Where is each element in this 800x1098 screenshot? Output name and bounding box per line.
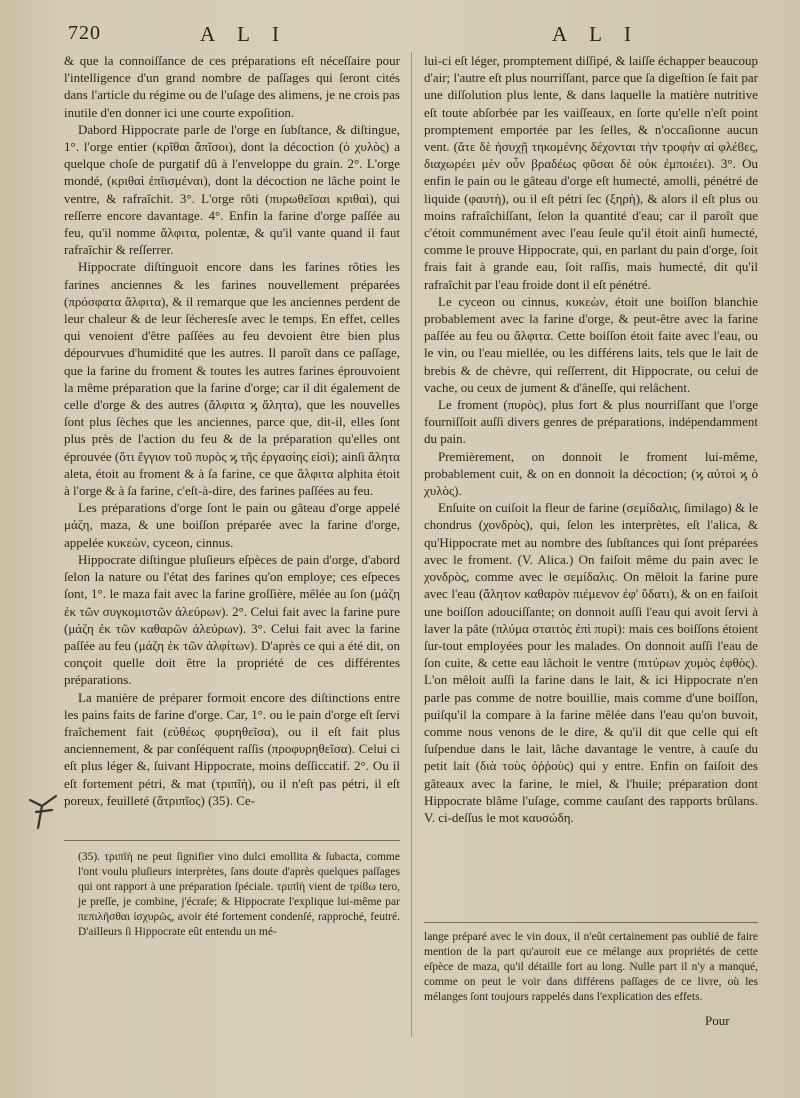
page-number: 720: [68, 22, 101, 44]
running-title-left: ALI: [200, 22, 301, 46]
footnote-rule-left: [64, 840, 400, 841]
column-divider: [411, 52, 412, 1037]
paragraph: Le froment (πυρὸς), plus fort & plus nourriſſant que l'orge fourniſſoit auſſi divers genres de préparations, indépendamment du pain.: [424, 397, 758, 447]
paragraph: Premièrement, on donnoit le froment lui-même, probablement cuit, & on en donnoit la décoction; (ϗ αὐτοὶ ϗ ὁ χυλὸς).: [424, 448, 758, 499]
running-title-right: ALI: [552, 22, 653, 46]
paragraph: Hippocrate diſtingue pluſieurs eſpèces de pain d'orge, d'abord ſelon la nature ou l'état des farines qu'on employe; ces eſpeces ſont, 1°. le maza fait avec la farine groſſière, mêlée au ſon (μάζη ἐκ τῶν συγκομιστῶν ἀλεύρων). 2°. Celui fait avec la farine pure (μάζη ἐκ τῶν καθαρῶν ἀλεύρων). 3°. Celui fait avec la farine paſſée au feu (μάζη ἐκ τῶν ἀλφίτων). D'après ce qui a été dit, on conçoit quelle doit être la propriété de ces différentes préparations.: [64, 551, 400, 688]
footnote-left: (35). τριπῖὴ ne peut ſignifier vino dulci emollita & ſubacta, comme l'ont voulu pluſieurs interprètes, ſans doute d'après quelques paſſages qui ont rapport à une préparation ſpéciale. τριπῖὴ vient de τρίϐω tero, je preſſe, je combine, j'écraſe; & Hippocrate l'explique lui-même par πεπιλῆσθαι ἰσχυρῶς, avoir été fortement condenſé, rapproché, feutré. D'ailleurs ſi Hippocrate eût entendu un mé-: [78, 851, 400, 938]
paragraph: Le cyceon ou cinnus, κυκεὼν, étoit une boiſſon blanchie probablement avec la farine d'orge, & peut-être avec la farine paſſée au feu ou ἄλφιτα. Cette boiſſon étoit faite avec l'eau, ou le vin, ou l'eau miellée, ou les différens laits, tels que le lait de brebis & de chèvre, qui reſſerrent, dit Hippocrate, ou celui de vache, ou ceux de jument & d'âneſſe, qui relâchent.: [424, 293, 758, 395]
paragraph: La manière de préparer formoit encore des diſtinctions entre les pains faits de farine d'orge. Car, 1°. ou le pain d'orge eſt ſervi fraîchement fait (εὐθέως φυρηθεῖσα), ou il eſt fait plus anciennement, & par conſéquent raſſis (προφυρηθεῖσα). Celui ci eſt plus léger &, ſuivant Hippocrate, moins deſſiccatif. 2°. Ou il eſt fortement pétri, & mat (τριπῖὴ), ou il n'eſt pas pétri, il eſt poreux, feuilleté (ἄτριπῖος) (35). Ce-: [64, 689, 400, 808]
right-column: [424, 52, 758, 826]
footnote-rule-right: [424, 922, 758, 923]
left-column: [64, 52, 400, 809]
footnote-right: lange préparé avec le vin doux, il n'eût certainement pas oublié de faire mention de la part qu'auroit eue ce mélange aux propriétés de cette eſpèce de maza, qu'il détaille fort au long. Nulle part il n'y a manqué, comme on peut le voir dans différens paſſages de ce livre, où les mélanges ſont toujours rappelés dans l'explication des effets.: [424, 931, 758, 1003]
paragraph: Enſuite on cuiſoit la fleur de farine (σεμίδαλις, ſimilago) & le chondrus (χονδρὸς), qui, ſelon les interprètes, eſt l'alica, & qu'Hippocrate met au nombre des ſubſtances qui ſont préparées avec le froment. (V. Alica.) On faiſoit même du pain avec le χονδρὸς, comme avec le σεμίδαλις. On mêloit la farine pure avec l'eau (ἄλητον καθαρὸν πιέμενον ἐφ' ὕδατι), & on en faiſoit une boiſſon adouciſſante; on donnoit auſſi l'eau qui avoit ſervi à laver la pâte (πλύμα σταιτὸς ἐπὶ πυρὶ): mais ces boiſſons étoient ſur-tout employées pour les malades. On donnoit auſſi l'eau de ſon cuite, & cette eau lâchoit le ventre (πιτύρων χυμὸς ἑφθὸς). L'on mêloit auſſi la farine dans le lait, & ici Hippocrate n'en parle pas comme de notre bouillie, mais comme d'une boiſſon, puiſqu'il la compare à la farine mêlée dans l'eau qu'on buvoit, comme nous venons de le dire, & qu'il dit que celle qui eſt ſuſpendue dans le lait, lâche davantage le ventre, à cauſe du petit lait (διὰ τοὺς ὀῤῥοὺς) qui y entre. Enfin on faiſoit des gâteaux avec la farine, le miel, & l'huile; préparation dont Hippocrate blâme l'uſage, comme cauſant des rapports brûlans. V. ci-deſſus le mot καυσώδη.: [424, 500, 758, 825]
paragraph: Hippocrate diſtinguoit encore dans les farines rôties les farines anciennes & les farines nouvellement préparées (πρόσφατα ἄλφιτα), & il remarque que les anciennes perdent de leur chaleur & de leur ſécheresſe avec le temps. En effet, celles qui venoient d'être paſſées au feu devoient être bien plus dépourvues d'humidité que les autres. Il paroît dans ce paſſage, que la farine du froment & toutes les autres farines éprouvoient la même préparation que la farine d'orge; car il dit également de celle d'orge & des autres (ἄλφιτα ϗ ἄλητα), que les nouvelles ſont plus ſèches que les anciennes, parce que, dit-il, elles ſont plus près de l'action du feu & de la préparation qu'elles ont éprouvée (ὅτι ἔγγιον τοῦ πυρὸς ϗ τῆς ἐργασίης εἰσὶ); ainſi ἄλητα aleta, étoit au froment & à ſa farine, ce que ἄλφιτα alphita étoit à l'orge & à ſa farine, c'eſt-à-dire, des farines paſſées au feu.: [64, 259, 400, 499]
running-header: [0, 22, 800, 56]
paragraph: lui-ci eſt léger, promptement diſſipé, & laiſſe échapper beaucoup d'air; l'autre eſt plus nourriſſant, parce que ſa digeſtion ſe fait par une diſſolution plus lente, & dans laquelle la matière nutritive eſt toute abſorbée par les vaiſſeaux, en ſorte qu'elle n'eſt point promptement emportée par les ſelles, & n'occaſionne aucun vent. (ἅτε δὲ ἡσυχῇ τηκομένης δέχονται τὴν τροφὴν αἱ φλέϐες, διαχωρέει μὲν οὖν βραδέως φῦσαι δὲ οὐκ ἐμποιέει). 3°. Ou enfin le pain ou le gâteau d'orge eſt humecté, amolli, pénétré de liquide (φαυτὴ), ou il eſt pétri ſec (ξηρὴ), & alors il eſt plus ou moins rafraîchiſſant, ſelon la quantité d'eau; car il paroît que c'étoit communément avec l'eau ſeule qu'il étoit ainſi humecté, comme le prouve Hippocrate, qui, en parlant du pain d'orge, ſoit frais fait à grande eau, ſoit raſſis, mais humecté, dit qu'il rafraîchit par l'eau froide dont il eſt pénétré.: [424, 53, 758, 292]
catchword: Pour: [705, 1013, 730, 1028]
ink-mark-icon: [26, 790, 60, 830]
margin-ink-mark: [26, 790, 60, 836]
paragraph: Dabord Hippocrate parle de l'orge en ſubſtance, & diſtingue, 1°. l'orge entier (κρῖθαι ἄπῖσοι), dont la décoction (ὁ χυλὸς) a quelque choſe de purgatif dû à l'enveloppe du grain. 2°. L'orge mondé, (κριθαὶ ἐπῖισμέναι), dont la décoction ne lâche point le ventre, & rafraîchit. 3°. L'orge rôti (πυρωθεῖσαι κριθαὶ), qui reſſerre encore davantage. 4°. Enfin la farine d'orge paſſée au feu, qu'il nomme ἄλφιτα, polentæ, & qu'il vante quand il faut rafraîchir & reſſerrer.: [64, 121, 400, 258]
paragraph: & que la connoiſſance de ces préparations eſt néceſſaire pour l'intelligence d'un grand nombre de paſſages qui ſeront cités dans l'article du régime ou de l'uſage des alimens, je ne crois pas inutile d'en donner ici une courte expoſition.: [64, 53, 400, 120]
paragraph: Les préparations d'orge ſont le pain ou gâteau d'orge appelé μάζη, maza, & une boiſſon préparée avec la farine d'orge, appelée κυκεὼν, cyceon, cinnus.: [64, 500, 400, 550]
